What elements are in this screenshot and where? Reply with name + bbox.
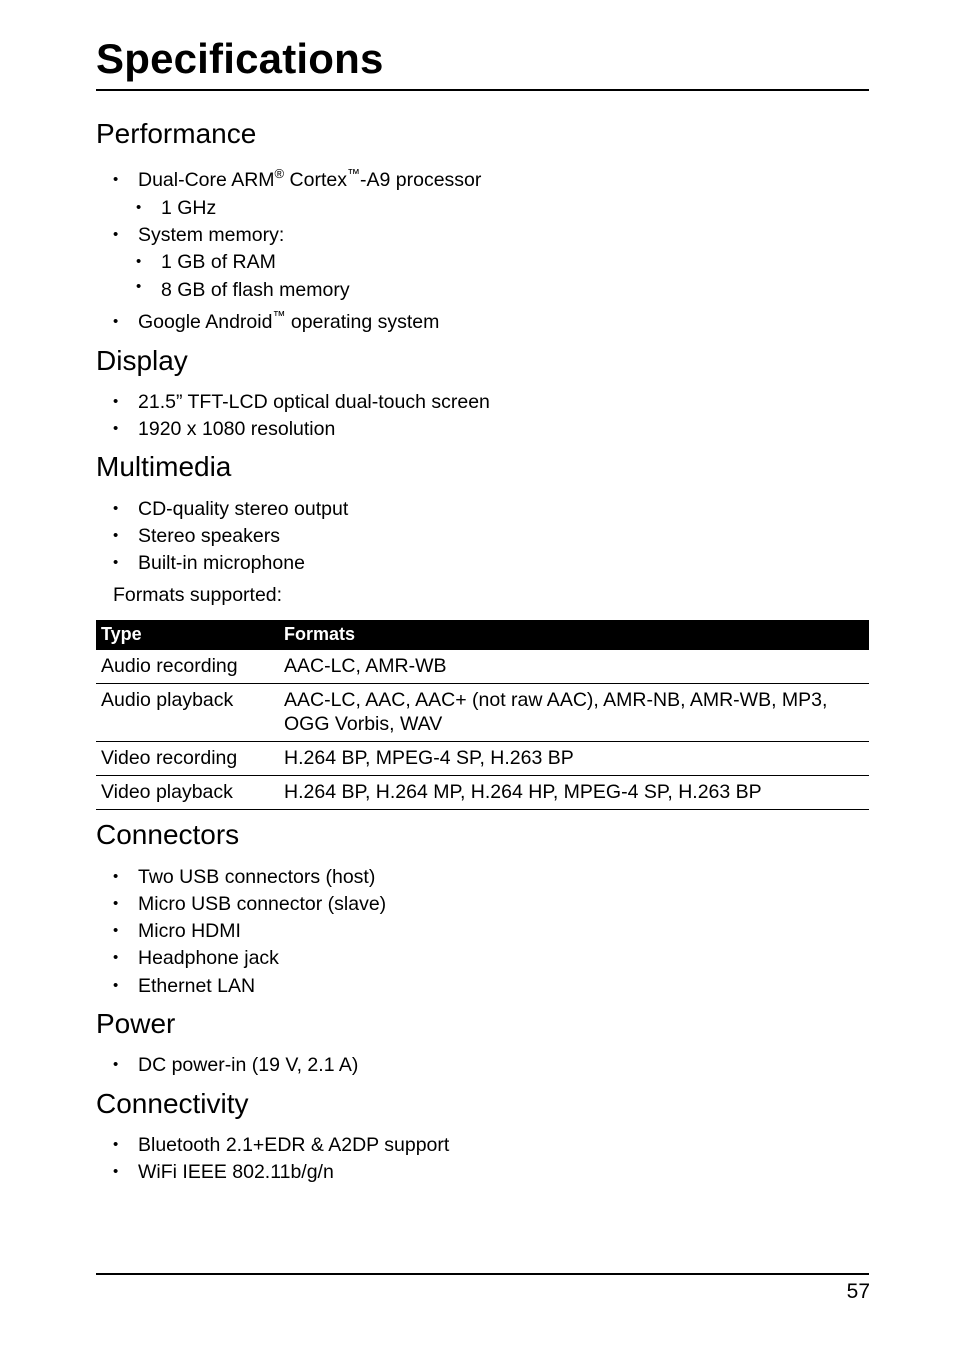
bullet-icon: • <box>136 253 142 270</box>
footer-divider <box>96 1273 869 1275</box>
list-item <box>113 974 256 998</box>
registered-mark: ® <box>274 165 285 181</box>
cell-type: Video playback <box>96 776 279 810</box>
bullet-icon: • <box>113 313 119 330</box>
list-item <box>113 1053 359 1077</box>
list-item <box>113 524 280 548</box>
section-heading-multimedia: Multimedia <box>96 451 232 482</box>
cell-formats: AAC-LC, AMR-WB <box>279 650 869 684</box>
list-item <box>113 497 349 521</box>
list-item-text: Micro USB connector (slave) <box>138 893 387 915</box>
list-item <box>113 551 305 575</box>
bullet-icon: • <box>113 226 119 243</box>
os-text-b: operating system <box>285 311 440 333</box>
list-item-text: Micro HDMI <box>138 920 241 942</box>
list-item-text: Headphone jack <box>138 947 279 969</box>
list-item <box>113 390 490 414</box>
list-item <box>113 417 336 441</box>
cell-type: Audio playback <box>96 684 279 742</box>
list-item-text: CD-quality stereo output <box>138 498 349 520</box>
list-item-text: Stereo speakers <box>138 525 280 547</box>
section-heading-connectivity: Connectivity <box>96 1088 249 1119</box>
bullet-icon: • <box>113 977 119 994</box>
ram-text: 1 GB of RAM <box>161 251 276 273</box>
bullet-icon: • <box>136 199 142 216</box>
list-item <box>113 223 285 247</box>
list-item <box>113 892 387 916</box>
cell-type: Audio recording <box>96 650 279 684</box>
list-item <box>113 946 279 970</box>
list-item <box>113 919 241 943</box>
bullet-icon: • <box>113 1163 119 1180</box>
section-heading-connectors: Connectors <box>96 819 240 850</box>
table-row <box>96 776 869 810</box>
bullet-icon: • <box>113 420 119 437</box>
list-item-text: 1920 x 1080 resolution <box>138 418 336 440</box>
list-item-text: Bluetooth 2.1+EDR & A2DP support <box>138 1134 450 1156</box>
bullet-icon: • <box>113 895 119 912</box>
page-title: Specifications <box>96 35 384 82</box>
list-item <box>136 196 217 220</box>
trademark-mark: ™ <box>347 165 360 181</box>
cell-formats: AAC-LC, AAC, AAC+ (not raw AAC), AMR-NB, AMR-WB, MP3, OGG Vorbis, WAV <box>279 684 869 742</box>
list-item-text: Ethernet LAN <box>138 975 256 997</box>
bullet-icon: • <box>113 949 119 966</box>
trademark-mark: ™ <box>272 307 286 323</box>
page-number: 57 <box>846 1280 870 1303</box>
list-item <box>136 250 276 274</box>
processor-text-a: Dual-Core ARM <box>138 169 275 191</box>
list-item <box>113 307 440 334</box>
section-heading-power: Power <box>96 1008 176 1039</box>
bullet-icon: • <box>113 500 119 517</box>
list-item-text: 21.5” TFT-LCD optical dual-touch screen <box>138 391 490 413</box>
formats-label: Formats supported: <box>113 584 283 606</box>
list-item <box>113 165 482 192</box>
cell-formats: H.264 BP, MPEG-4 SP, H.263 BP <box>279 742 869 776</box>
list-item <box>113 865 376 889</box>
bullet-icon: • <box>113 922 119 939</box>
section-heading-display: Display <box>96 345 188 376</box>
bullet-icon: • <box>113 527 119 544</box>
list-item-text: DC power-in (19 V, 2.1 A) <box>138 1054 359 1076</box>
list-item-text: WiFi IEEE 802.11b/g/n <box>138 1161 334 1183</box>
table-header-row <box>96 620 869 650</box>
bullet-icon: • <box>113 171 119 188</box>
cell-formats: H.264 BP, H.264 MP, H.264 HP, MPEG-4 SP, H.263 BP <box>279 776 869 810</box>
processor-text-c: -A9 processor <box>360 169 482 191</box>
list-item <box>136 278 350 302</box>
title-divider <box>96 89 869 91</box>
os-text-a: Google Android <box>138 311 273 333</box>
table-row <box>96 650 869 684</box>
bullet-icon: • <box>113 393 119 410</box>
bullet-icon: • <box>136 278 142 295</box>
column-header-formats: Formats <box>279 620 869 650</box>
list-item <box>113 1160 334 1184</box>
bullet-icon: • <box>113 554 119 571</box>
cell-type: Video recording <box>96 742 279 776</box>
table-row <box>96 742 869 776</box>
memory-label: System memory: <box>138 224 285 246</box>
formats-table <box>96 620 869 810</box>
list-item-text: Two USB connectors (host) <box>138 866 376 888</box>
processor-speed: 1 GHz <box>161 197 217 219</box>
list-item <box>113 1133 450 1157</box>
flash-text: 8 GB of flash memory <box>161 279 350 301</box>
bullet-icon: • <box>113 1136 119 1153</box>
table-row <box>96 684 869 742</box>
bullet-icon: • <box>113 868 119 885</box>
processor-text-b: Cortex <box>284 169 347 191</box>
column-header-type: Type <box>96 620 279 650</box>
list-item-text: Built-in microphone <box>138 552 305 574</box>
section-heading-performance: Performance <box>96 118 257 149</box>
bullet-icon: • <box>113 1056 119 1073</box>
